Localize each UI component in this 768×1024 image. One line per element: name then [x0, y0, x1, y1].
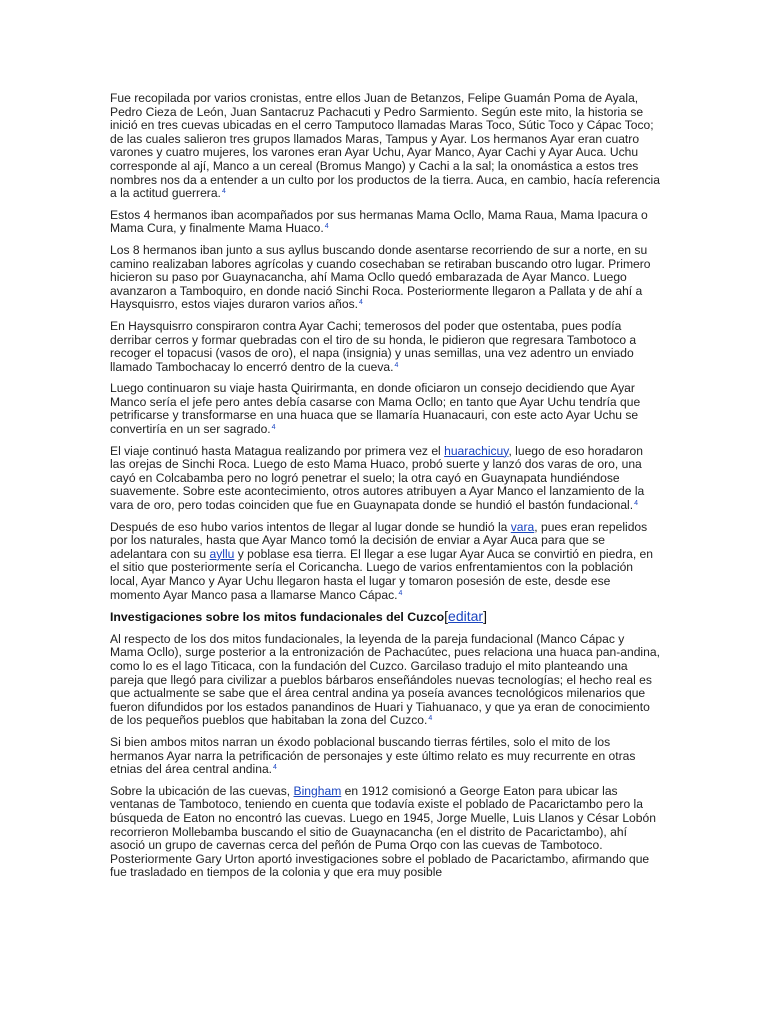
section-heading [110, 610, 660, 625]
reference-link[interactable]: 4 [428, 715, 433, 723]
paragraph-text: en 1912 comisionó a George Eaton para ubicar las ventanas de Tambotoco, teniendo en cuenta que todavía existe el poblado de Pacarictambo pero la búsqueda de Eaton no encontró las cuevas. Luego en 1945, Jorge Muelle, Luis Llanos y César Lobón recorrieron Mollebamba buscando el sitio de Guaynacancha (en el distrito de Pacarictambo), ahí asoció un grupo de cavernas cerca del peñón de Puma Orqo con las cuevas de Tambotoco. Posteriormente Gary Urton aportó investigaciones sobre el poblado de Pacarictambo, afirmando que fue trasladado en tiempos de la colonia y que era muy posible [110, 783, 656, 880]
paragraph-5 [110, 382, 660, 436]
paragraph-1 [110, 92, 660, 201]
reference-link[interactable]: 4 [359, 299, 363, 307]
bingham-link[interactable]: Bingham [293, 783, 342, 798]
paragraph-text: Luego continuaron su viaje hasta Quirirmanta, en donde oficiaron un consejo decidiendo que Ayar Manco sería el jefe pero antes debía casarse con Mama Ocllo; en tanto que Ayar Uchu tendría que petrificarse y transformarse en una huaca que se llamaría Huanacauri, con este acto Ayar Uchu se convertiría en un ser sagrado. [110, 381, 641, 437]
paragraph-text: , luego de eso horadaron las orejas de Sinchi Roca. Luego de esto Mama Huaco, probó suerte y lanzó dos varas de oro, una cayó en Colcabamba pero no logró penetrar el suelo; la otra cayó en Guaynapata hundiéndose suavemente. Sobre este acontecimiento, otros autores atribuyen a Ayar Manco el lanzamiento de la vara de oro, pero todas coinciden que fue en Guaynapata donde se hundió el bastón fundacional. [110, 443, 645, 513]
huarachicuy-link[interactable]: huarachicuy [444, 443, 509, 458]
paragraph-text: Después de eso hubo varios intentos de llegar al lugar donde se hundió la [110, 519, 511, 534]
paragraph-6 [110, 445, 660, 513]
reference-link[interactable]: 4 [634, 500, 639, 508]
edit-section [444, 608, 487, 624]
paragraph-text: Sobre la ubicación de las cuevas, [110, 783, 294, 798]
paragraph-3 [110, 244, 660, 312]
reference-link[interactable]: 4 [324, 223, 329, 231]
reference-link[interactable]: 4 [394, 361, 399, 369]
paragraph-text: Estos 4 hermanos iban acompañados por sus hermanas Mama Ocllo, Mama Raua, Mama Ipacura o Mama Cura, y finalmente Mama Huaco. [110, 207, 648, 236]
paragraph-text: , pues eran repelidos por los naturales, hasta que Ayar Manco tomó la decisión de enviar a Ayar Auca para que se adelantara con su [110, 519, 648, 561]
paragraph-8 [110, 633, 660, 728]
reference-link[interactable]: 4 [273, 764, 277, 772]
paragraph-text: En Haysquisrro conspiraron contra Ayar Cachi; temerosos del poder que ostentaba, pues podía derribar cerros y formar quebradas con el tiro de su honda, le pidieron que regresara Tambotoco a recoger el topacusi (vasos de oro), el napa (insignia) y unas semillas, una vez adentro un enviado llamado Tambochacay lo encerró dentro de la cueva. [110, 318, 637, 374]
ayllu-link[interactable]: ayllu [209, 546, 235, 561]
section-title: Investigaciones sobre los mitos fundacionales del Cuzco [110, 610, 445, 625]
paragraph-2 [110, 209, 660, 236]
paragraph-text: Fue recopilada por varios cronistas, entre ellos Juan de Betanzos, Felipe Guamán Poma de Ayala, Pedro Cieza de León, Juan Santacruz Pachacuti y Pedro Sarmiento. Según este mito, la historia se inició en tres cuevas ubicadas en el cerro Tamputoco llamadas Maras Toco, Sútic Toco y Cápac Toco; de las cuales salieron tres grupos llamados Maras, Tampus y Ayar. Los hermanos Ayar eran cuatro varones y cuatro mujeres, los varones eran Ayar Uchu, Ayar Manco, Ayar Cachi y Ayar Auca. Uchu corresponde al ají, Manco a un cereal (Bromus Mango) y Cachi a la sal; la onomástica a estos tres nombres nos da a entender a un culto por los productos de la tierra. Auca, en cambio, hacía referencia a la actitud guerrera. [110, 91, 660, 201]
paragraph-9 [110, 736, 660, 777]
reference-link[interactable]: 4 [398, 589, 403, 597]
paragraph-text: Los 8 hermanos iban junto a sus ayllus buscando donde asentarse recorriendo de sur a norte, en su camino realizaban labores agrícolas y cuando cosechaban se retiraban buscando otro lugar. Primero hicieron su paso por Guaynacancha, ahí Mama Ocllo quedó embarazada de Ayar Manco. Luego avanzaron a Tamboquiro, en donde nació Sinchi Roca. Posteriormente llegaron a Pallata y de ahí a Haysquisrro, estos viajes duraron varios años. [110, 242, 651, 312]
reference-link[interactable]: 4 [221, 188, 226, 196]
paragraph-text: Al respecto de los dos mitos fundacionales, la leyenda de la pareja fundacional (Manco Cápac y Mama Ocllo), surge posterior a la entronización de Pachacútec, pues relaciona una huaca pan-andina, como lo es el lago Titicaca, con la fundación del Cuzco. Garcilaso tradujo el mito planteando una pareja que llegó para civilizar a pueblos bárbaros enseñándoles nuevas tecnologías; el hecho real es que actualmente se sabe que el área central andina ya poseía avances tecnológicos milenarios que fueron difundidos por los estados panandinos de Huari y Tiahuanaco, y que ya eran de conocimiento de los pequeños pueblos que habitaban la zona del Cuzco. [110, 631, 660, 728]
paragraph-7 [110, 521, 660, 603]
article-body [110, 92, 660, 888]
edit-bracket-close: ] [483, 608, 487, 625]
paragraph-4 [110, 320, 660, 374]
paragraph-text: y poblase esa tierra. El llegar a ese lugar Ayar Auca se convirtió en piedra, en el sitio que posteriormente sería el Coricancha. Luego de varios enfrentamientos con la población local, Ayar Manco y Ayar Uchu llegaron hasta el lugar y tomaron posesión de este, desde ese momento Ayar Manco pasa a llamarse Manco Cápac. [110, 546, 653, 602]
paragraph-text: Si bien ambos mitos narran un éxodo poblacional buscando tierras fértiles, solo el mito de los hermanos Ayar narra la petrificación de personajes y este último relato es muy recurrente en otras etnias del área central andina. [110, 734, 636, 777]
edit-bracket-open: [ [444, 608, 449, 625]
paragraph-text: El viaje continuó hasta Matagua realizando por primera vez el [110, 443, 445, 458]
paragraph-10 [110, 785, 660, 880]
vara-link[interactable]: vara [510, 519, 535, 534]
edit-link[interactable]: editar [448, 608, 484, 625]
reference-link[interactable]: 4 [271, 424, 276, 432]
